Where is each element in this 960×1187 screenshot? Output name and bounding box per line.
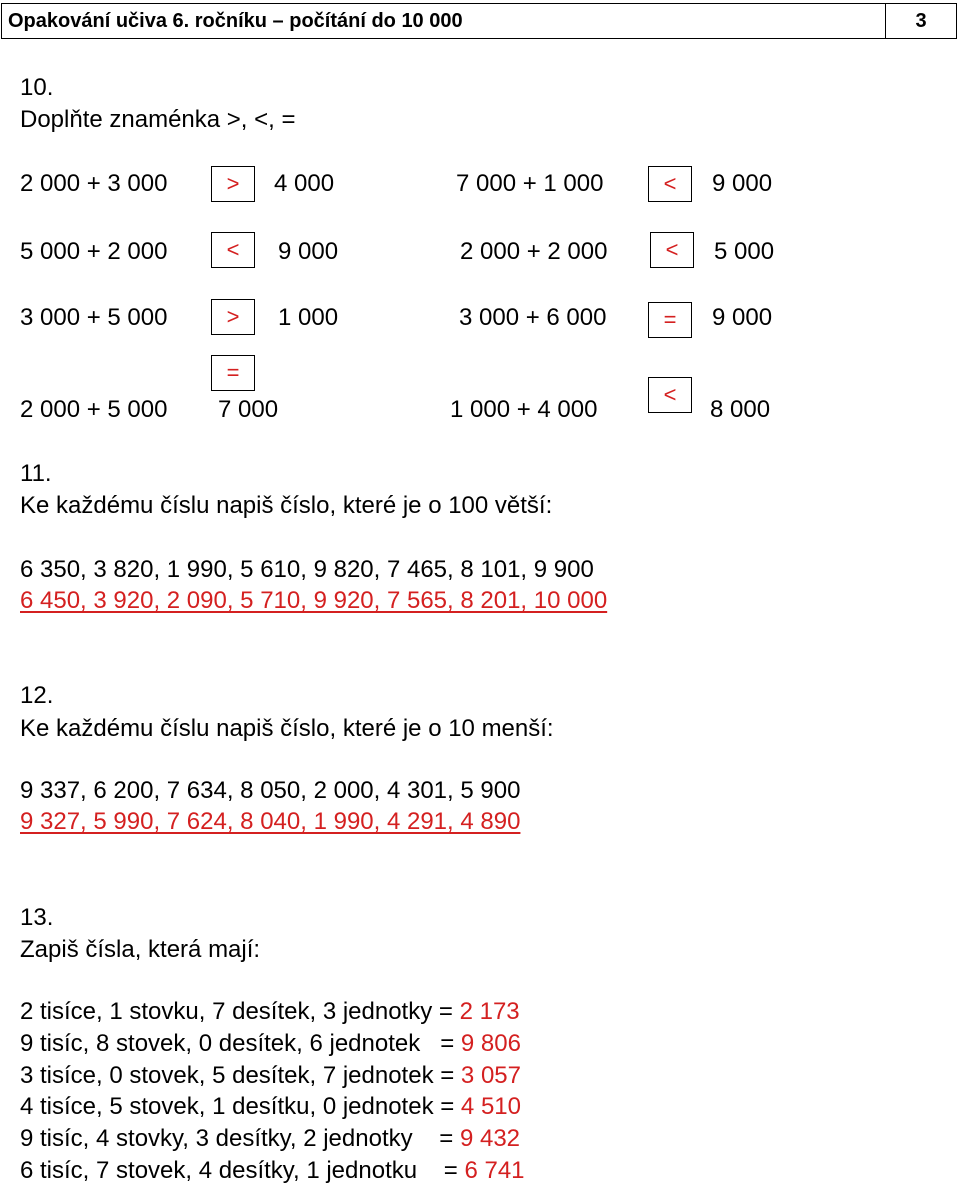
ex13-item [20, 1157, 525, 1185]
ex10-row3-right-result: 9 000 [712, 304, 773, 331]
ex10-number: 10. [20, 74, 54, 101]
ex11-answer: 6 450, 3 920, 2 090, 5 710, 9 920, 7 565, 8 201, 10 000 [20, 587, 608, 614]
ex10-row1-left-result: 4 000 [274, 170, 335, 197]
ex10-row4-right: 1 000 + 4 000 [450, 396, 598, 423]
ex11-number: 11. [20, 460, 52, 487]
ex13-item [20, 1062, 521, 1090]
ex10-row1-left: 2 000 + 3 000 [20, 170, 168, 197]
ex10-row2-left-result: 9 000 [278, 238, 339, 265]
ex13-item-answer: 3 057 [460, 1062, 521, 1089]
ex12-answer: 9 327, 5 990, 7 624, 8 040, 1 990, 4 291, 4 890 [20, 808, 521, 835]
ex10-row3-left: 3 000 + 5 000 [20, 304, 168, 331]
ex13-item-text: 9 tisíc, 4 stovky, 3 desítky, 2 jednotky = [20, 1125, 460, 1152]
ex13-number: 13. [20, 904, 54, 931]
ex10-row3-left-result: 1 000 [278, 304, 339, 331]
ex10-row2-right-result: 5 000 [714, 238, 775, 265]
ex10-row4-right-sign: < [648, 377, 692, 413]
ex13-item [20, 1030, 521, 1058]
ex13-item-text: 2 tisíce, 1 stovku, 7 desítek, 3 jednotky = [20, 998, 460, 1025]
ex13-item-answer: 9 432 [459, 1125, 521, 1152]
ex13-item [20, 1125, 520, 1153]
ex10-row2-left-sign: < [211, 232, 255, 268]
ex10-row4-left: 2 000 + 5 000 [20, 396, 168, 423]
ex12-given: 9 337, 6 200, 7 634, 8 050, 2 000, 4 301, 5 900 [20, 777, 521, 804]
ex13-item-answer: 4 510 [460, 1093, 521, 1120]
ex13-item-text: 3 tisíce, 0 stovek, 5 desítek, 7 jednotek = [20, 1062, 461, 1089]
ex10-row1-right: 7 000 + 1 000 [456, 170, 604, 197]
ex13-item-text: 4 tisíce, 5 stovek, 1 desítku, 0 jednotek = [20, 1093, 461, 1120]
page-number: 3 [915, 10, 927, 32]
ex11-given: 6 350, 3 820, 1 990, 5 610, 9 820, 7 465, 8 101, 9 900 [20, 556, 594, 583]
ex10-row1-right-sign: < [648, 166, 692, 202]
ex10-row1-left-sign: > [211, 166, 255, 202]
ex10-row3-right-sign: = [648, 302, 692, 338]
header-bar [1, 3, 957, 39]
ex12-number: 12. [20, 682, 54, 709]
ex10-instruction: Doplňte znaménka >, <, = [20, 106, 296, 133]
ex10-row4-left-result: 7 000 [218, 396, 279, 423]
ex13-item-answer: 6 741 [464, 1157, 525, 1184]
header-title: Opakování učiva 6. ročníku – počítání do 10 000 [2, 4, 886, 38]
ex10-row1-right-result: 9 000 [712, 170, 773, 197]
ex13-item [20, 998, 520, 1026]
ex10-row2-left: 5 000 + 2 000 [20, 238, 168, 265]
ex13-item-text: 6 tisíc, 7 stovek, 4 desítky, 1 jednotku = [20, 1157, 465, 1184]
ex13-item [20, 1093, 521, 1121]
ex13-item-answer: 9 806 [460, 1030, 521, 1057]
ex10-row4-left-sign: = [211, 355, 255, 391]
ex12-instruction: Ke každému číslu napiš číslo, které je o 10 menší: [20, 715, 554, 742]
ex11-instruction: Ke každému číslu napiš číslo, které je o 100 větší: [20, 492, 553, 519]
ex13-item-answer: 2 173 [459, 998, 520, 1025]
ex10-row4-right-result: 8 000 [710, 396, 771, 423]
ex10-row2-right: 2 000 + 2 000 [460, 238, 608, 265]
ex13-item-text: 9 tisíc, 8 stovek, 0 desítek, 6 jednotek = [20, 1030, 461, 1057]
ex13-instruction: Zapiš čísla, která mají: [20, 936, 261, 963]
ex10-row3-left-sign: > [211, 299, 255, 335]
ex10-row2-right-sign: < [650, 232, 694, 268]
ex10-row3-right: 3 000 + 6 000 [459, 304, 607, 331]
